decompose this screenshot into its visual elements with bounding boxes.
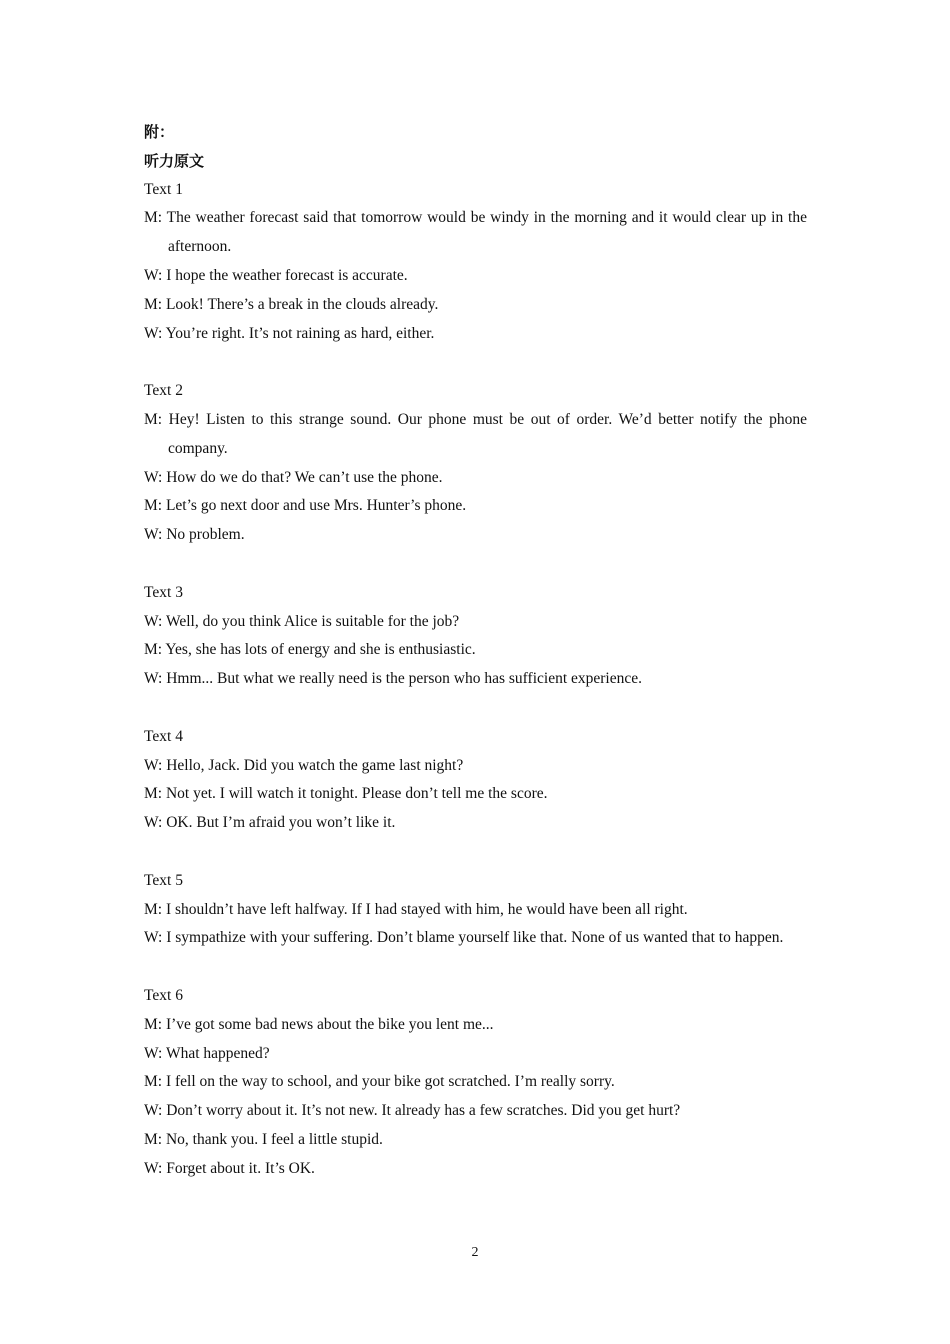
page-number: 2 (471, 1245, 479, 1260)
dialogue-line: W: Don’t worry about it. It’s not new. It already has a few scratches. Did you get hurt? (144, 1102, 681, 1120)
section-gap (144, 694, 807, 723)
dialogue-line: W: What happened? (144, 1044, 270, 1062)
dialogue-line: W: OK. But I’m afraid you won’t like it. (144, 814, 396, 832)
dialogue-line: W: Forget about it. It’s OK. (144, 1159, 315, 1177)
dialogue-line: M: Let’s go next door and use Mrs. Hunter’s phone. (144, 497, 467, 515)
dialogue-line: M: I fell on the way to school, and your bike got scratched. I’m really sorry. (144, 1073, 615, 1091)
section-gap (144, 953, 807, 982)
dialogue-line: M: No, thank you. I feel a little stupid. (144, 1130, 383, 1148)
dialogue-line: W: I sympathize with your suffering. Don’t blame yourself like that. None of us wanted that to happen. (144, 929, 784, 947)
dialogue-line: W: Well, do you think Alice is suitable for the job? (144, 612, 460, 630)
section-title: 听力原文 (144, 151, 205, 170)
document-page (144, 118, 807, 1183)
dialogue-line: W: Hmm... But what we really need is the person who has sufficient experience. (144, 670, 643, 688)
dialogue-line: W: How do we do that? We can’t use the phone. (144, 468, 443, 486)
dialogue-line: M: I shouldn’t have left halfway. If I had stayed with him, he would have been all right. (144, 900, 688, 918)
text-block-3 (144, 579, 807, 694)
text-title: Text 6 (144, 986, 183, 1004)
dialogue-line: W: I hope the weather forecast is accurate. (144, 266, 408, 284)
text-title: Text 1 (144, 180, 183, 198)
dialogue-line: M: Look! There’s a break in the clouds already. (144, 295, 439, 313)
text-block-4 (144, 723, 807, 838)
text-title: Text 4 (144, 727, 183, 745)
dialogue-line: M: The weather forecast said that tomorrow would be windy in the morning and it would clear up in the afternoon. (144, 209, 807, 256)
dialogue-line: W: You’re right. It’s not raining as hard, either. (144, 324, 435, 342)
text-title: Text 3 (144, 583, 183, 601)
section-gap (144, 348, 807, 377)
text-block-2 (144, 377, 807, 550)
dialogue-line: W: No problem. (144, 526, 245, 544)
section-gap (144, 550, 807, 579)
dialogue-line: M: Hey! Listen to this strange sound. Our phone must be out of order. We’d better notify the phone company. (144, 410, 807, 457)
dialogue-line: M: I’ve got some bad news about the bike you lent me... (144, 1015, 494, 1033)
dialogue-line: M: Not yet. I will watch it tonight. Please don’t tell me the score. (144, 785, 548, 803)
text-title: Text 5 (144, 871, 183, 889)
dialogue-line: M: Yes, she has lots of energy and she is enthusiastic. (144, 641, 476, 659)
text-block-5 (144, 867, 807, 953)
section-gap (144, 838, 807, 867)
dialogue-line: W: Hello, Jack. Did you watch the game last night? (144, 756, 464, 774)
text-block-6 (144, 982, 807, 1184)
appendix-label: 附： (144, 123, 175, 141)
text-title: Text 2 (144, 382, 183, 400)
text-block-1 (144, 176, 807, 349)
